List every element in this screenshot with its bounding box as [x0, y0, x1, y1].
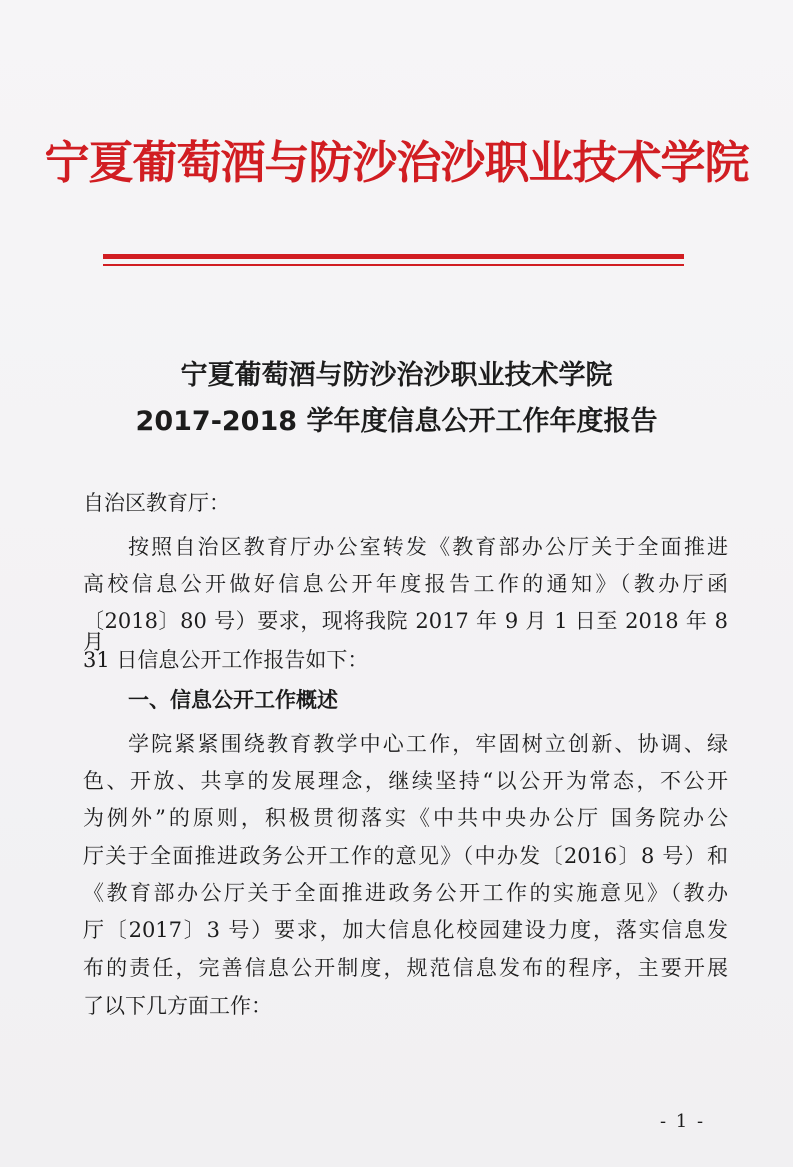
paragraph-line: 为例外”的原则，积极贯彻落实《中共中央办公厅 国务院办公 [83, 806, 728, 830]
report-title-line-2: 2017-2018 学年度信息公开工作年度报告 [135, 406, 658, 437]
intro-line: 高校信息公开做好信息公开年度报告工作的通知》（教办厅函 [83, 572, 728, 596]
paragraph-line: 色、开放、共享的发展理念，继续坚持“以公开为常态，不公开 [83, 769, 728, 793]
paragraph-line: 学院紧紧围绕教育教学中心工作，牢固树立创新、协调、绿 [128, 732, 728, 756]
letterhead-title: 宁夏葡萄酒与防沙治沙职业技术学院 [44, 136, 749, 189]
intro-line: 31 日信息公开工作报告如下： [83, 648, 369, 672]
salutation: 自治区教育厅： [83, 491, 230, 515]
page-number: - 1 - [660, 1111, 706, 1132]
paragraph-line: 厅〔2017〕3 号）要求，加大信息化校园建设力度，落实信息发 [83, 918, 728, 942]
intro-line: 〔2018〕80 号）要求，现将我院 2017 年 9 月 1 日至 2018 年 8 月 [83, 609, 728, 654]
paragraph-line: 《教育部办公厅关于全面推进政务公开工作的实施意见》（教办 [83, 881, 728, 905]
paragraph-line: 布的责任，完善信息公开制度，规范信息发布的程序，主要开展 [83, 956, 728, 980]
intro-line: 按照自治区教育厅办公室转发《教育部办公厅关于全面推进 [128, 535, 728, 559]
report-title-line-1: 宁夏葡萄酒与防沙治沙职业技术学院 [180, 360, 613, 391]
paragraph-line: 了以下几方面工作： [83, 994, 272, 1018]
letterhead-rule-thin [103, 264, 684, 266]
paragraph-line: 厅关于全面推进政务公开工作的意见》（中办发〔2016〕8 号）和 [83, 844, 728, 868]
section-heading: 一、信息公开工作概述 [128, 688, 338, 712]
letterhead-rule-thick [103, 254, 684, 259]
